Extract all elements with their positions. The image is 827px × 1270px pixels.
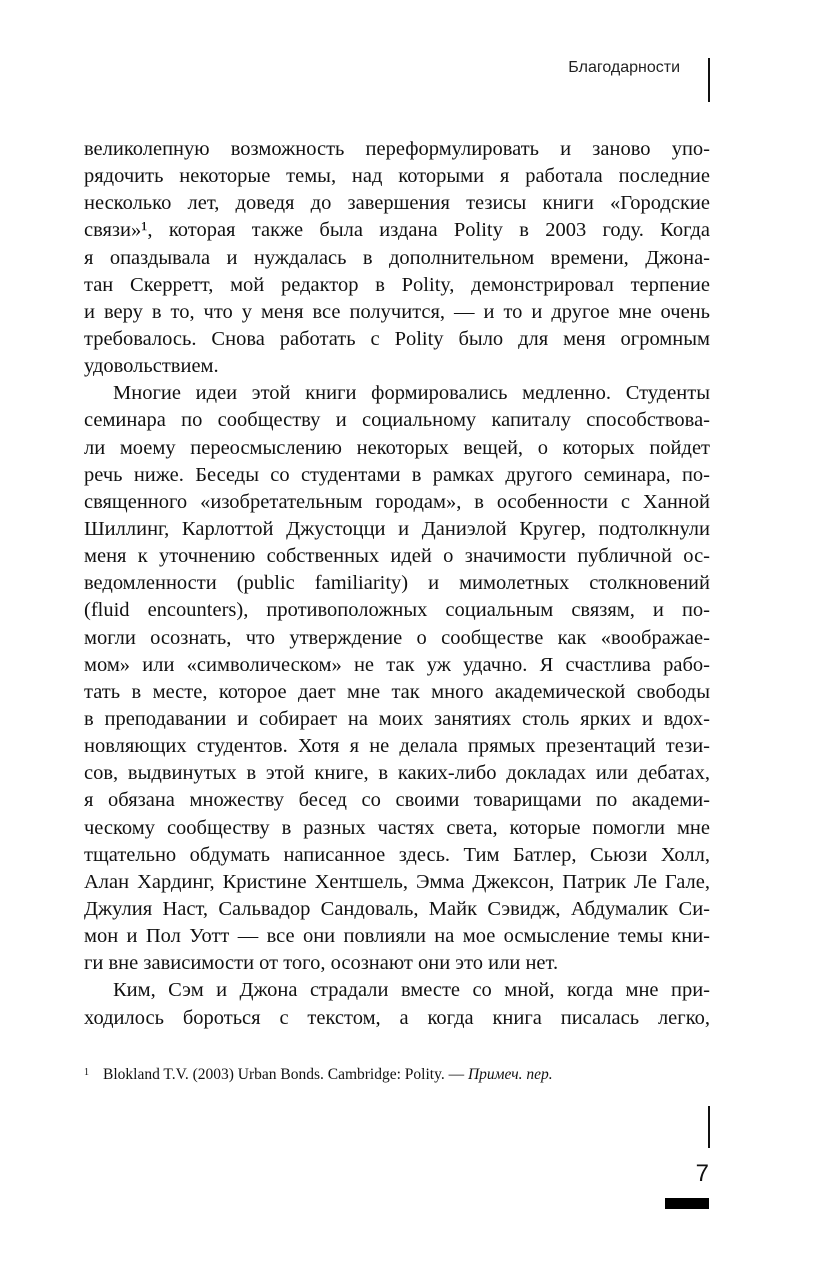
text-line: ли моему переосмыслению некоторых вещей, о которых пойдет (84, 436, 710, 459)
text-line: Ким, Сэм и Джона страдали вместе со мной, когда мне при- (113, 979, 710, 1002)
footnote-note: Примеч. пер. (467, 1066, 553, 1083)
running-header: Благодарности (568, 59, 680, 76)
text-line: ведомленности (public familiarity) и мимолетных столкновений (84, 572, 710, 595)
text-line: в преподавании и собирает на моих занятиях столь ярких и вдох- (84, 707, 710, 730)
text-line: рядочить некоторые темы, над которыми я работала последние (84, 165, 710, 188)
page-number-bar (665, 1198, 709, 1209)
footnote-marker: 1 (84, 1067, 89, 1078)
text-line: ги вне зависимости от того, осознают они это или нет. (84, 952, 559, 975)
text-line: ческому сообществу в разных частях света, которые помогли мне (84, 816, 710, 839)
text-line: семинара по сообществу и социальному капиталу способствова- (84, 409, 710, 432)
body-text (84, 136, 710, 1032)
paragraph (84, 136, 710, 380)
text-line: удовольствием. (84, 355, 219, 378)
paragraph (84, 380, 710, 977)
text-line: требовалось. Снова работать с Polity было для меня огромным (84, 327, 710, 350)
text-line: Джулия Наст, Сальвадор Сандоваль, Майк Сэвидж, Абдумалик Си- (84, 897, 710, 920)
text-line: тан Скерретт, мой редактор в Polity, демонстрировал терпение (84, 273, 710, 296)
text-line: я обязана множеству бесед со своими товарищами по академи- (84, 789, 710, 812)
header-rule (708, 58, 710, 102)
paragraph (84, 977, 710, 1031)
text-line: Многие идеи этой книги формировались медленно. Студенты (113, 382, 710, 405)
text-line: сов, выдвинутых в этой книге, в каких-либо докладах или дебатах, (84, 762, 710, 785)
text-line: священного «изобретательным городам», в особенности с Ханной (84, 490, 710, 513)
footnote (84, 1066, 553, 1084)
text-line: могли осознать, что утверждение о сообществе как «воображае- (84, 626, 710, 649)
footnote-text: Blokland T.V. (2003) Urban Bonds. Cambridge: Polity. — (103, 1066, 468, 1083)
text-line: Алан Хардинг, Кристине Хентшель, Эмма Джексон, Патрик Ле Гале, (84, 870, 710, 893)
text-line: (fluid encounters), противоположных социальным связям, и по- (84, 599, 710, 622)
text-line: я опаздывала и нуждалась в дополнительном времени, Джона- (84, 246, 710, 269)
text-line: мом» или «символическом» не так уж удачно. Я счастлива рабо- (84, 653, 710, 676)
text-line: речь ниже. Беседы со студентами в рамках другого семинара, по- (84, 463, 710, 486)
text-line: ходилось бороться с текстом, а когда книга писалась легко, (84, 1006, 710, 1029)
text-line: Шиллинг, Карлоттой Джустоцци и Даниэлой Кругер, подтолкнули (84, 517, 710, 540)
text-line: новляющих студентов. Хотя я не делала прямых презентаций тези- (84, 735, 710, 758)
page-number: 7 (695, 1160, 709, 1187)
text-line: и веру в то, что у меня все получится, — и то и другое мне очень (84, 300, 710, 323)
text-line: великолепную возможность переформулировать и заново упо- (84, 138, 710, 160)
text-line: тщательно обдумать написанное здесь. Тим Батлер, Сьюзи Холл, (84, 843, 710, 866)
footer-rule (708, 1106, 710, 1148)
text-line: связи»¹, которая также была издана Polity в 2003 году. Когда (84, 219, 710, 242)
text-line: меня к уточнению собственных идей о значимости публичной ос- (84, 545, 710, 568)
text-line: мон и Пол Уотт — все они повлияли на мое осмысление темы кни- (84, 925, 710, 948)
text-line: несколько лет, доведя до завершения тезисы книги «Городские (84, 192, 710, 215)
text-line: тать в месте, которое дает мне так много академической свободы (84, 680, 710, 703)
